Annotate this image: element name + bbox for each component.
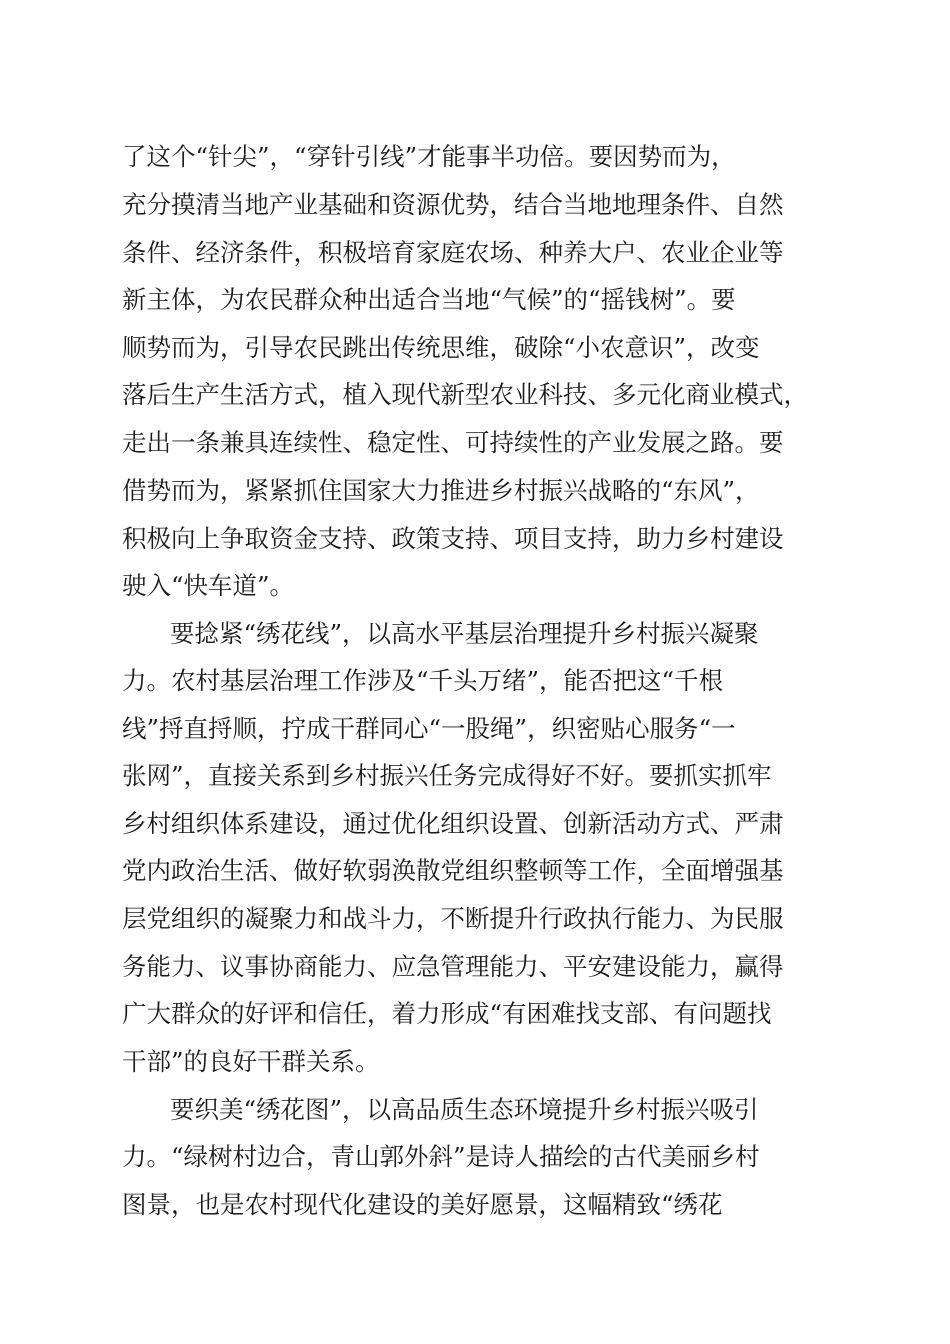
text-line: 积极向上争取资金支持、政策支持、项目支持，助力乡村建设 — [122, 524, 784, 553]
text-line: 了这个“针尖”，“穿针引线”才能事半功倍。要因势而为， — [122, 142, 736, 171]
text-line: 力。农村基层治理工作涉及“千头万绪”，能否把这“千根 — [122, 666, 724, 695]
text-line: 条件、经济条件，积极培育家庭农场、种养大户、农业企业等 — [122, 238, 784, 267]
text-line: 党内政治生活、做好软弱涣散党组织整顿等工作，全面增强基 — [122, 856, 784, 885]
text-line: 顺势而为，引导农民跳出传统思维，破除“小农意识”，改变 — [122, 333, 760, 362]
text-line: 力。“绿树村边合，青山郭外斜”是诗人描绘的古代美丽乡村 — [122, 1142, 760, 1171]
text-line: 广大群众的好评和信任，着力形成“有困难找支部、有问题找 — [122, 999, 772, 1028]
text-line: 充分摸清当地产业基础和资源优势，结合当地地理条件、自然 — [122, 190, 784, 219]
paragraph-start-line: 要捻紧“绣花线”，以高水平基层治理提升乡村振兴凝聚 — [170, 619, 759, 648]
text-line: 新主体，为农民群众种出适合当地“气候”的“摇钱树”。要 — [122, 285, 736, 314]
paragraph-start-line: 要织美“绣花图”，以高品质生态环境提升乡村振兴吸引 — [170, 1095, 759, 1124]
text-line: 干部”的良好干群关系。 — [122, 1047, 380, 1076]
text-line: 线”捋直捋顺，拧成干群同心“一股绳”，织密贴心服务“一 — [122, 714, 736, 743]
text-line: 落后生产生活方式，植入现代新型农业科技、多元化商业模式， — [122, 380, 808, 409]
text-line: 乡村组织体系建设，通过优化组织设置、创新活动方式、严肃 — [122, 809, 784, 838]
text-line: 驶入“快车道”。 — [122, 571, 295, 600]
text-line: 走出一条兼具连续性、稳定性、可持续性的产业发展之路。要 — [122, 428, 784, 457]
text-line: 图景，也是农村现代化建设的美好愿景，这幅精致“绣花 — [122, 1190, 723, 1219]
text-line: 层党组织的凝聚力和战斗力，不断提升行政执行能力、为民服 — [122, 904, 784, 933]
text-line: 务能力、议事协商能力、应急管理能力、平安建设能力，赢得 — [122, 952, 784, 981]
text-line: 借势而为，紧紧抓住国家大力推进乡村振兴战略的“东风”， — [122, 476, 760, 505]
text-line: 张网”，直接关系到乡村振兴任务完成得好不好。要抓实抓牢 — [122, 761, 772, 790]
